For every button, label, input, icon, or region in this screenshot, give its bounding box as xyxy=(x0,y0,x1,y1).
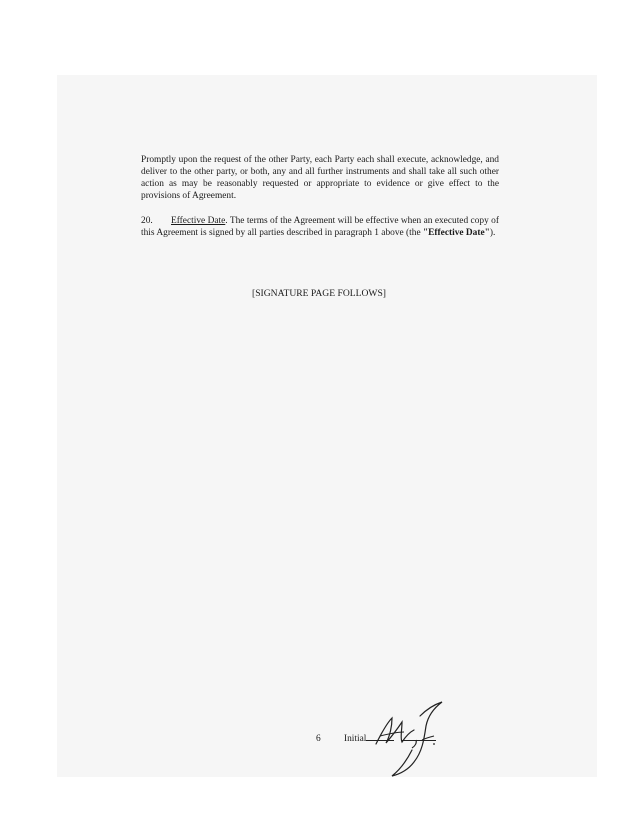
further-assurances-paragraph: Promptly upon the request of the other Party, each Party each shall execute, acknowledge, and deliver to the other party, or both, any and all further instruments and shall take all such other action as may be reasonably requested or appropriate to evidence or give effect to the provisions of Agreement. xyxy=(141,155,499,201)
initials-label: Initial xyxy=(344,734,367,744)
handwritten-initials-signature xyxy=(362,696,462,778)
page-number: 6 xyxy=(316,734,321,744)
defined-term: "Effective Date" xyxy=(422,228,490,238)
section-text: . The terms of the Agreement will be effective when an executed copy of this Agreement is signed by all parties described in paragraph 1 above (the xyxy=(141,216,499,238)
signature-page-follows-note: [SIGNATURE PAGE FOLLOWS] xyxy=(252,288,386,299)
section-heading: Effective Date xyxy=(171,216,226,226)
section-text-end: ). xyxy=(489,228,496,238)
section-20-effective-date xyxy=(141,215,499,239)
section-number: 20. xyxy=(141,216,153,226)
